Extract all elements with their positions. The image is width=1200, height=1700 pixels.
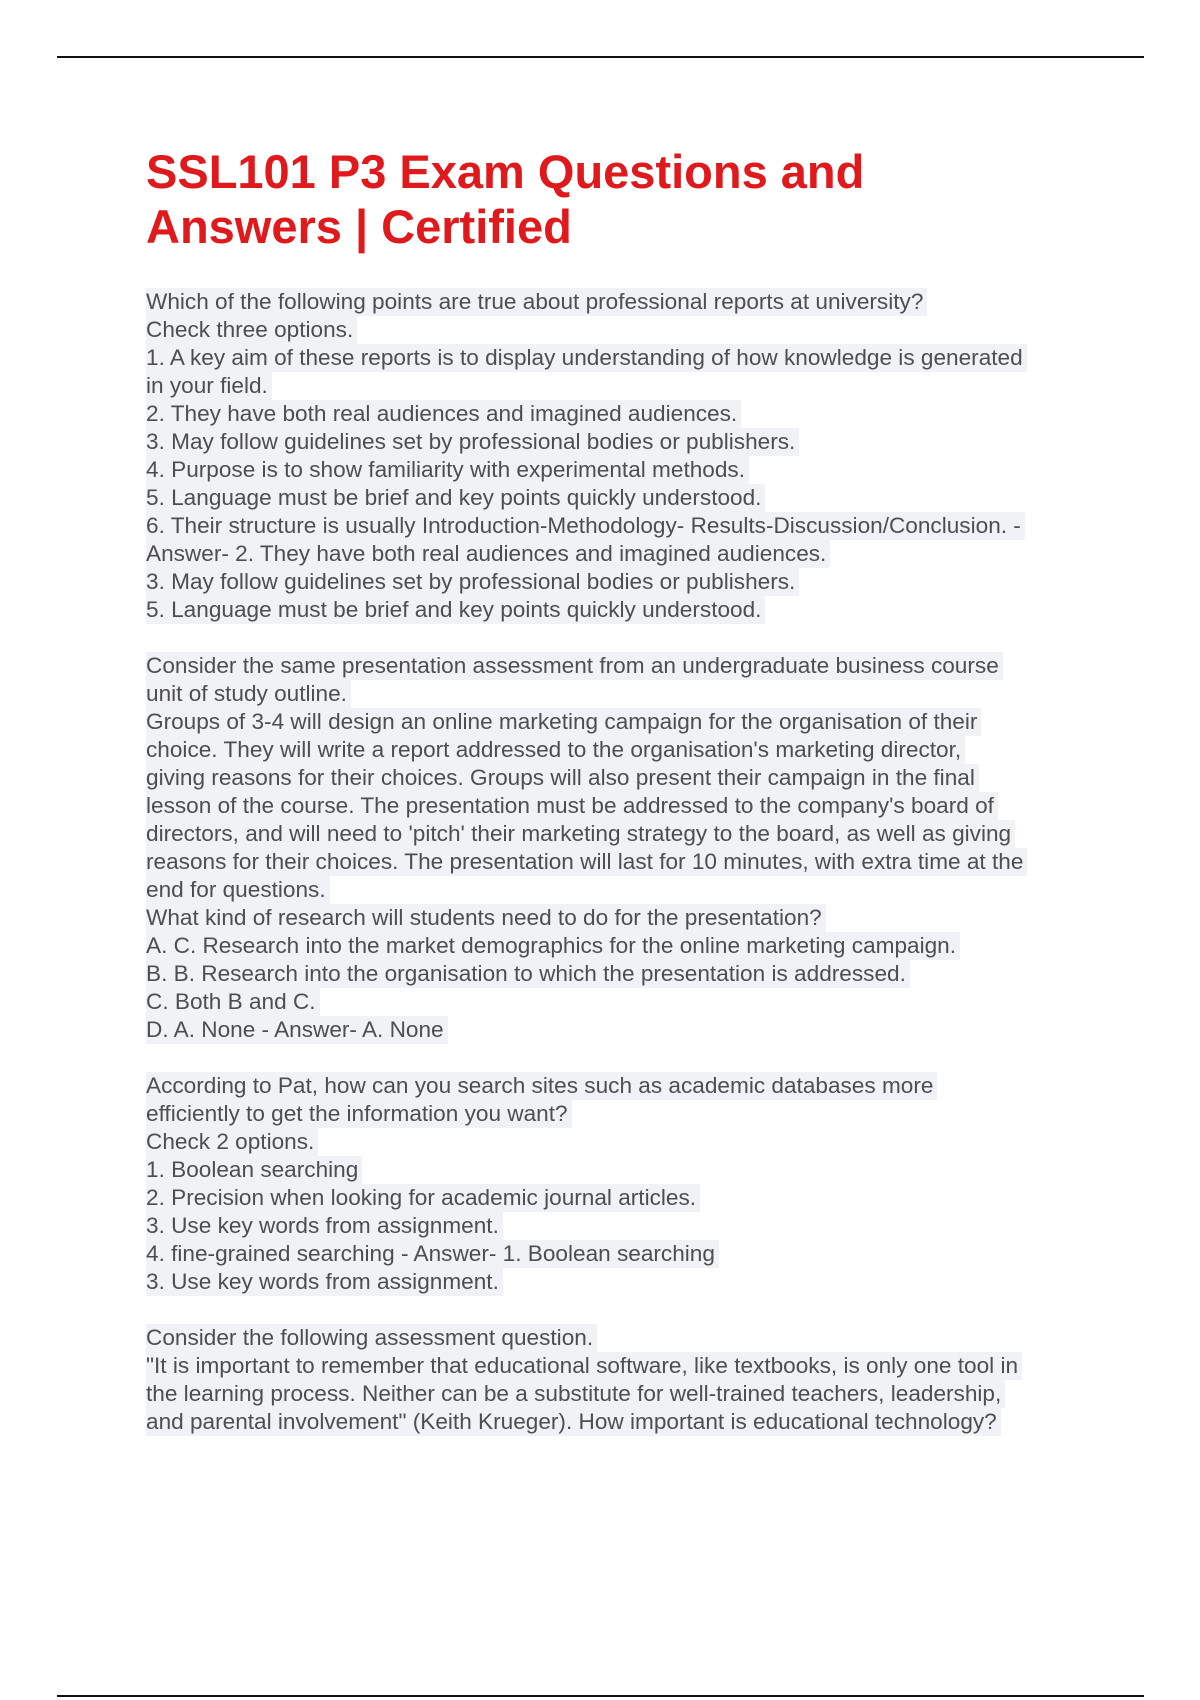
bottom-divider: [57, 1695, 1144, 1697]
text-line: reasons for their choices. The presentation will last for 10 minutes, with extra time at the: [146, 848, 1027, 876]
text-line: 3. May follow guidelines set by professional bodies or publishers.: [146, 568, 799, 596]
text-line: efficiently to get the information you want?: [146, 1100, 572, 1128]
question-block-1: [146, 288, 1106, 624]
text-line: Groups of 3-4 will design an online marketing campaign for the organisation of their: [146, 708, 981, 736]
text-line: Answer- 2. They have both real audiences and imagined audiences.: [146, 540, 830, 568]
text-line: unit of study outline.: [146, 680, 351, 708]
text-line: 3. Use key words from assignment.: [146, 1212, 503, 1240]
text-line: the learning process. Neither can be a substitute for well-trained teachers, leadership,: [146, 1380, 1005, 1408]
text-line: B. B. Research into the organisation to which the presentation is addressed.: [146, 960, 910, 988]
title-line: Answers | Certified: [146, 200, 572, 253]
text-line: Which of the following points are true about professional reports at university?: [146, 288, 927, 316]
text-line: directors, and will need to 'pitch' their marketing strategy to the board, as well as giving: [146, 820, 1015, 848]
text-line: A. C. Research into the market demographics for the online marketing campaign.: [146, 932, 960, 960]
text-line: 6. Their structure is usually Introduction-Methodology- Results-Discussion/Conclusion. -: [146, 512, 1025, 540]
text-line: According to Pat, how can you search sites such as academic databases more: [146, 1072, 937, 1100]
question-block-2: [146, 652, 1106, 1044]
text-line: Check 2 options.: [146, 1128, 318, 1156]
text-line: lesson of the course. The presentation must be addressed to the company's board of: [146, 792, 998, 820]
text-line: and parental involvement" (Keith Krueger). How important is educational technology?: [146, 1408, 1001, 1436]
text-line: 5. Language must be brief and key points quickly understood.: [146, 596, 765, 624]
text-line: 5. Language must be brief and key points quickly understood.: [146, 484, 765, 512]
text-line: D. A. None - Answer- A. None: [146, 1016, 448, 1044]
text-line: 3. Use key words from assignment.: [146, 1268, 503, 1296]
text-line: 4. Purpose is to show familiarity with experimental methods.: [146, 456, 749, 484]
title-line: SSL101 P3 Exam Questions and: [146, 145, 865, 198]
text-line: Check three options.: [146, 316, 357, 344]
text-line: Consider the same presentation assessment from an undergraduate business course: [146, 652, 1003, 680]
text-line: C. Both B and C.: [146, 988, 320, 1016]
document-body: [146, 144, 1106, 1436]
text-line: 4. fine-grained searching - Answer- 1. Boolean searching: [146, 1240, 719, 1268]
text-line: Consider the following assessment question.: [146, 1324, 597, 1352]
text-line: 2. Precision when looking for academic journal articles.: [146, 1184, 700, 1212]
text-line: end for questions.: [146, 876, 330, 904]
text-line: choice. They will write a report addressed to the organisation's marketing director,: [146, 736, 965, 764]
text-line: 2. They have both real audiences and imagined audiences.: [146, 400, 741, 428]
text-line: giving reasons for their choices. Groups will also present their campaign in the final: [146, 764, 979, 792]
question-block-4: [146, 1324, 1106, 1436]
top-divider: [57, 56, 1144, 58]
question-block-3: [146, 1072, 1106, 1296]
document-title: [146, 144, 1106, 254]
text-line: 1. Boolean searching: [146, 1156, 362, 1184]
text-line: What kind of research will students need to do for the presentation?: [146, 904, 826, 932]
text-line: "It is important to remember that educational software, like textbooks, is only one tool in: [146, 1352, 1022, 1380]
text-line: 3. May follow guidelines set by professional bodies or publishers.: [146, 428, 799, 456]
text-line: in your field.: [146, 372, 272, 400]
text-line: 1. A key aim of these reports is to display understanding of how knowledge is generated: [146, 344, 1027, 372]
